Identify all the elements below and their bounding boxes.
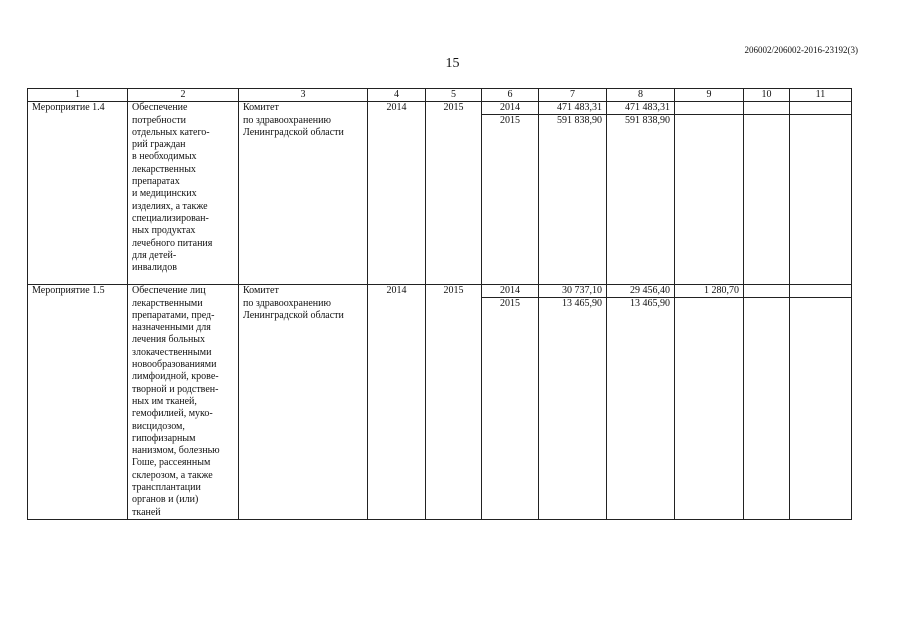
end-year: 2015: [426, 285, 482, 520]
amount-value: [790, 298, 851, 310]
amount-value: [744, 115, 789, 127]
amount-value: [675, 102, 743, 115]
amount-value: [675, 298, 743, 310]
amount-value: 471 483,31: [607, 102, 674, 115]
start-year: 2014: [368, 285, 426, 520]
measure-name: Мероприятие 1.5: [28, 285, 128, 520]
amount-value: 471 483,31: [539, 102, 606, 115]
col10-cell: [744, 285, 790, 520]
amount-value: 13 465,90: [562, 298, 602, 310]
table-row: [28, 102, 852, 285]
page-number: 15: [445, 56, 460, 71]
col8-cell: [607, 285, 675, 520]
amount-value: 29 456,40: [607, 285, 674, 298]
col11-cell: [790, 102, 852, 285]
header-cell: 9: [675, 89, 744, 102]
header-cell: 4: [368, 89, 426, 102]
start-year: 2014: [368, 102, 426, 285]
table-row: [28, 285, 852, 520]
amount-value: 30 737,10: [539, 285, 606, 298]
end-year: 2015: [426, 102, 482, 285]
amount-value: [744, 102, 789, 115]
header-cell: 8: [607, 89, 675, 102]
years-cell: [482, 285, 539, 520]
year-value: 2015: [500, 115, 520, 127]
years-cell: [482, 102, 539, 285]
measure-executor: Комитет по здравоохранению Ленинградской области: [239, 102, 368, 285]
col9-cell: [675, 102, 744, 285]
measure-name: Мероприятие 1.4: [28, 102, 128, 285]
program-table: [27, 88, 852, 520]
amount-value: [790, 102, 851, 115]
year-value: 2014: [482, 285, 538, 298]
header-row: [28, 89, 852, 102]
header-cell: 1: [28, 89, 128, 102]
header-cell: 3: [239, 89, 368, 102]
amount-value: [790, 285, 851, 298]
amount-value: [675, 115, 743, 127]
header-cell: 11: [790, 89, 852, 102]
col7-cell: [539, 102, 607, 285]
amount-value: [744, 298, 789, 310]
header-cell: 7: [539, 89, 607, 102]
col9-cell: [675, 285, 744, 520]
amount-value: 1 280,70: [675, 285, 743, 298]
amount-value: [790, 115, 851, 127]
header-cell: 6: [482, 89, 539, 102]
measure-executor: Комитет по здравоохранению Ленинградской области: [239, 285, 368, 520]
amount-value: 591 838,90: [625, 115, 670, 127]
col10-cell: [744, 102, 790, 285]
amount-value: 13 465,90: [630, 298, 670, 310]
header-cell: 10: [744, 89, 790, 102]
col7-cell: [539, 285, 607, 520]
year-value: 2014: [482, 102, 538, 115]
document-id: 206002/206002-2016-23192(3): [744, 45, 858, 55]
measure-description: Обеспечение лиц лекарственными препаратами, пред- назначенными для лечения больных злокачественными новообразованиями лимфоидной, крове- творной и родствен- ных им тканей, гемофилией, муко- висцидозом, гипофизарным нанизмом, болезнью Гоше, рассеянным склерозом, а также трансплантации органов и (или) тканей: [128, 285, 239, 520]
year-value: 2015: [500, 298, 520, 310]
col11-cell: [790, 285, 852, 520]
header-cell: 5: [426, 89, 482, 102]
amount-value: [744, 285, 789, 298]
amount-value: 591 838,90: [557, 115, 602, 127]
col8-cell: [607, 102, 675, 285]
measure-description: Обеспечение потребности отдельных катего- рий граждан в необходимых лекарственных препаратах и медицинских изделиях, а также специализирован- ных продуктах лечебного питания для детей- инвалидов: [128, 102, 239, 285]
header-cell: 2: [128, 89, 239, 102]
